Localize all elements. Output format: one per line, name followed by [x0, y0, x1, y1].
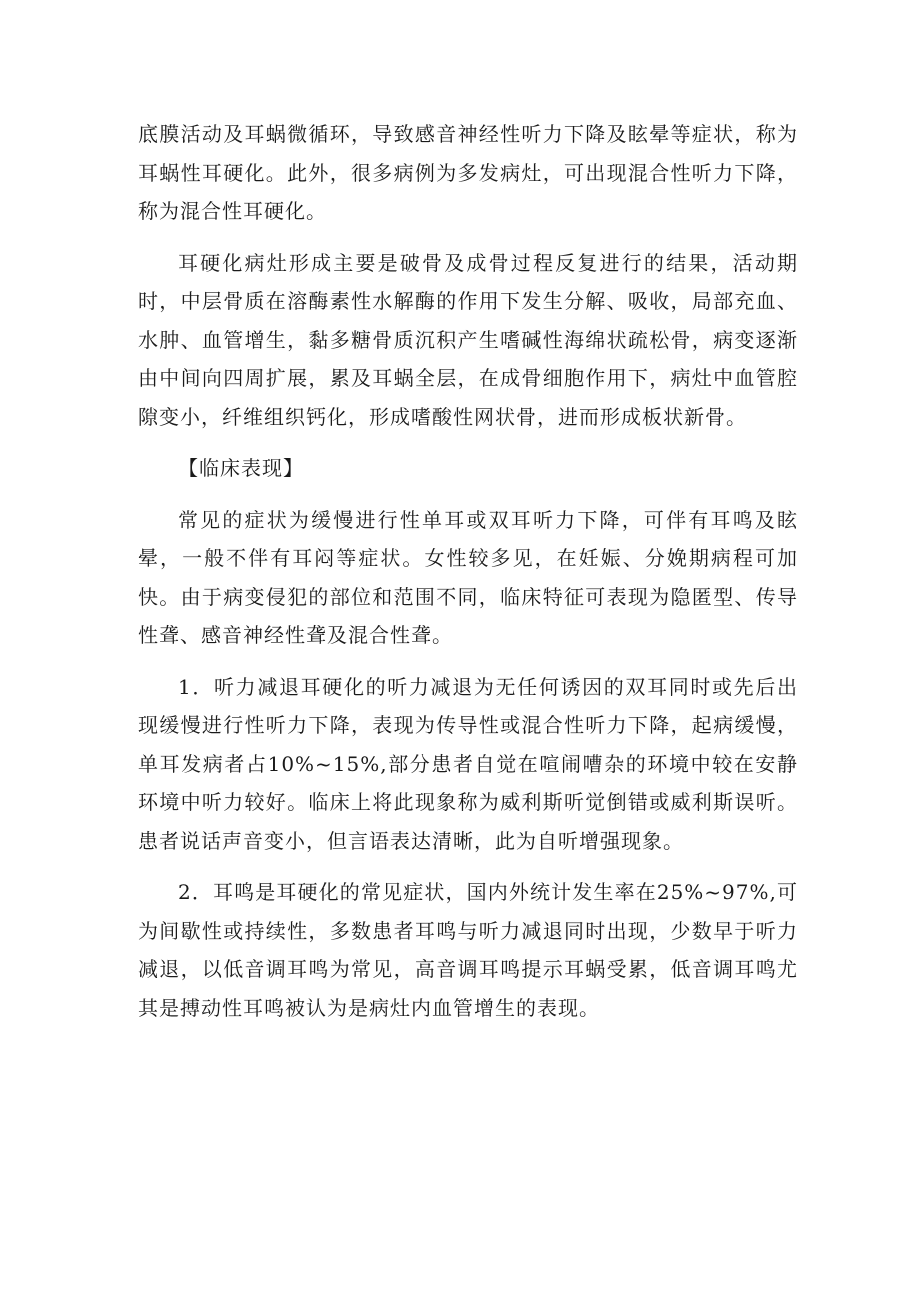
document-body	[138, 115, 798, 1040]
paragraph-tinnitus: 2．耳鸣是耳硬化的常见症状，国内外统计发生率在25%~97%,可为间歇性或持续性，多数患者耳鸣与听力减退同时出现，少数早于听力减退，以低音调耳鸣为常见，高音调耳鸣提示耳蜗受累，低音调耳鸣尤其是搏动性耳鸣被认为是病灶内血管增生的表现。	[138, 880, 798, 1020]
section-heading-clinical: 【临床表现】	[178, 456, 304, 480]
paragraph-pathogenesis: 耳硬化病灶形成主要是破骨及成骨过程反复进行的结果，活动期时，中层骨质在溶酶素性水解酶的作用下发生分解、吸收，局部充血、水肿、血管增生，黏多糖骨质沉积产生嗜碱性海绵状疏松骨，病变逐渐由中间向四周扩展，累及耳蜗全层，在成骨细胞作用下，病灶中血管腔隙变小，纤维组织钙化，形成嗜酸性网状骨，进而形成板状新骨。	[138, 250, 798, 429]
paragraph-hearing-loss: 1．听力减退耳硬化的听力减退为无任何诱因的双耳同时或先后出现缓慢进行性听力下降，表现为传导性或混合性听力下降，起病缓慢，单耳发病者占10%~15%,部分患者自觉在喧闹嘈杂的环境中较在安静环境中听力较好。临床上将此现象称为威利斯听觉倒错或威利斯误听。患者说话声音变小，但言语表达清晰，此为自听增强现象。	[138, 674, 798, 853]
paragraph-symptoms: 常见的症状为缓慢进行性单耳或双耳听力下降，可伴有耳鸣及眩晕，一般不伴有耳闷等症状。女性较多见，在妊娠、分娩期病程可加快。由于病变侵犯的部位和范围不同，临床特征可表现为隐匿型、传导性聋、感音神经性聋及混合性聋。	[138, 507, 798, 647]
paragraph-cochlear-otosclerosis: 底膜活动及耳蜗微循环，导致感音神经性听力下降及眩晕等症状，称为耳蜗性耳硬化。此外，很多病例为多发病灶，可出现混合性听力下降，称为混合性耳硬化。	[138, 122, 798, 223]
